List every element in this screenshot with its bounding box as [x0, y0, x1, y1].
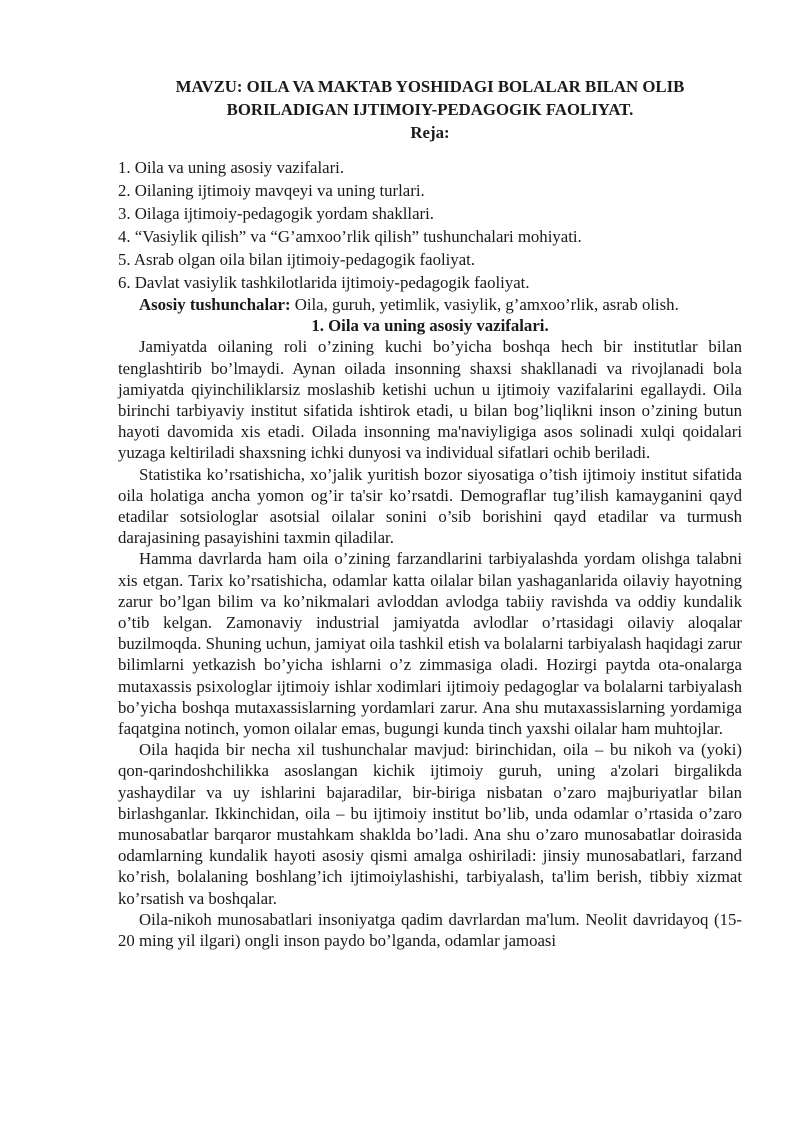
key-concepts-text: Oila, guruh, yetimlik, vasiylik, g’amxoo’rlik, asrab olish.	[290, 295, 679, 314]
plan-item: 6. Davlat vasiylik tashkilotlarida ijtimoiy-pedagogik faoliyat.	[118, 273, 530, 292]
key-concepts-label: Asosiy tushunchalar:	[139, 295, 291, 314]
plan-item: 4. “Vasiylik qilish” va “G’amxoo’rlik qilish” tushunchalari mohiyati.	[118, 227, 582, 246]
paragraph: Oila haqida bir necha xil tushunchalar mavjud: birinchidan, oila – bu nikoh va (yoki) qon-qarindoshchilikka asoslangan kichik ijtimoiy guruh, uning a'zolari birgalikda yashaydilar va uy ishlarini bajaradilar, bir-biriga nisbatan o’zaro majburiyatlar bilan birlashganlar. Ikkinchidan, oila – bu ijtimoiy institut bo’lib, unda odamlar o’rtasida o’zaro munosabatlar barqaror mustahkam shaklda bo’ladi. Ana shu o’zaro munosabatlar doirasida odamlarning kundalik hayoti asosiy qismi amalga oshiriladi: jinsiy munosabatlari, farzand ko’rish, bolalaning boshlang’ich ijtimoiylashishi, tarbiyalash, ta'lim berish, tibbiy xizmat ko’rsatish va boshqalar.	[118, 740, 742, 908]
paragraph: Statistika ko’rsatishicha, xo’jalik yuritish bozor siyosatiga o’tish ijtimoiy institut sifatida oila holatiga ancha yomon og’ir ta'sir ko’rsatdi. Demograflar tug’ilish kamayganini qayd etadilar sotsiologlar asotsial oilalar sonini o’sib borishini qayd etadilar va turmush darajasining pasayishini taxmin qiladilar.	[118, 464, 742, 548]
document-title-line-1: MAVZU: OILA VA MAKTAB YOSHIDAGI BOLALAR BILAN OLIB	[175, 77, 685, 96]
paragraph: Hamma davrlarda ham oila o’zining farzandlarini tarbiyalashda yordam olishga talabni xis etgan. Tarix ko’rsatishicha, odamlar katta oilalar bilan yashaganlarida oilaviy hayotning zarur bo’lgan bilim va ko’nikmalari avloddan avlodga tabiiy ravishda va oddiy kundalik o’tib kelgan. Zamonaviy industrial jamiyatda avlodlar o’rtasidagi oilaviy aloqalar buzilmoqda. Shuning uchun, jamiyat oila tashkil etish va bolalarni tarbiyalash haqidagi zarur bilimlarni yetkazish bo’yicha ishlarni o’z zimmasiga oladi. Hozirgi paytda ota-onalarga mutaxassis psixologlar ijtimoiy ishlar xodimlari ijtimoiy pedagoglar va bolalarni tarbiyalash bo’yicha boshqa mutaxassislarning yordamlari zarur. Ana shu mutaxassislarning yordamiga faqatgina notinch, yomon oilalar emas, bugungi kunda tinch yaxshi oilalar ham muhtojlar.	[118, 549, 743, 739]
plan-item: 1. Oila va uning asosiy vazifalari.	[118, 158, 345, 177]
plan-label: Reja:	[410, 123, 450, 142]
plan-list	[118, 156, 742, 294]
document-title-line-2: BORILADIGAN IJTIMOIY-PEDAGOGIK FAOLIYAT.	[226, 100, 634, 119]
document-page	[118, 75, 742, 951]
key-concepts	[118, 294, 742, 315]
plan-item: 5. Asrab olgan oila bilan ijtimoiy-pedagogik faoliyat.	[118, 250, 475, 269]
plan-item: 3. Oilaga ijtimoiy-pedagogik yordam shakllari.	[118, 204, 434, 223]
section-heading: 1. Oila va uning asosiy vazifalari.	[311, 316, 549, 336]
paragraph: Jamiyatda oilaning roli o’zining kuchi bo’yicha boshqa hech bir institutlar bilan tenglashtirib bo’lmaydi. Aynan oilada insonning shaxsi shakllanadi va rivojlanadi bola jamiyatda qiyinchiliklarsiz moslashib ketishi uchun u ijtimoiy vazifalarini egallaydi. Oila birinchi tarbiyaviy institut sifatida ishtirok etadi, u bilan bog’liqlikni inson o’zining butun hayoti davomida xis etadi. Oilada insonning ma'naviyligiga asos solinadi xulqi qoidalari yuzaga keltiriladi shaxsning ichki dunyosi va individual sifatlari ochib beriladi.	[118, 337, 742, 463]
paragraph: Oila-nikoh munosabatlari insoniyatga qadim davrlardan ma'lum. Neolit davridayoq (15-20 ming yil ilgari) ongli inson paydo bo’lganda, odamlar jamoasi	[118, 909, 742, 951]
plan-item: 2. Oilaning ijtimoiy mavqeyi va uning turlari.	[118, 181, 425, 200]
